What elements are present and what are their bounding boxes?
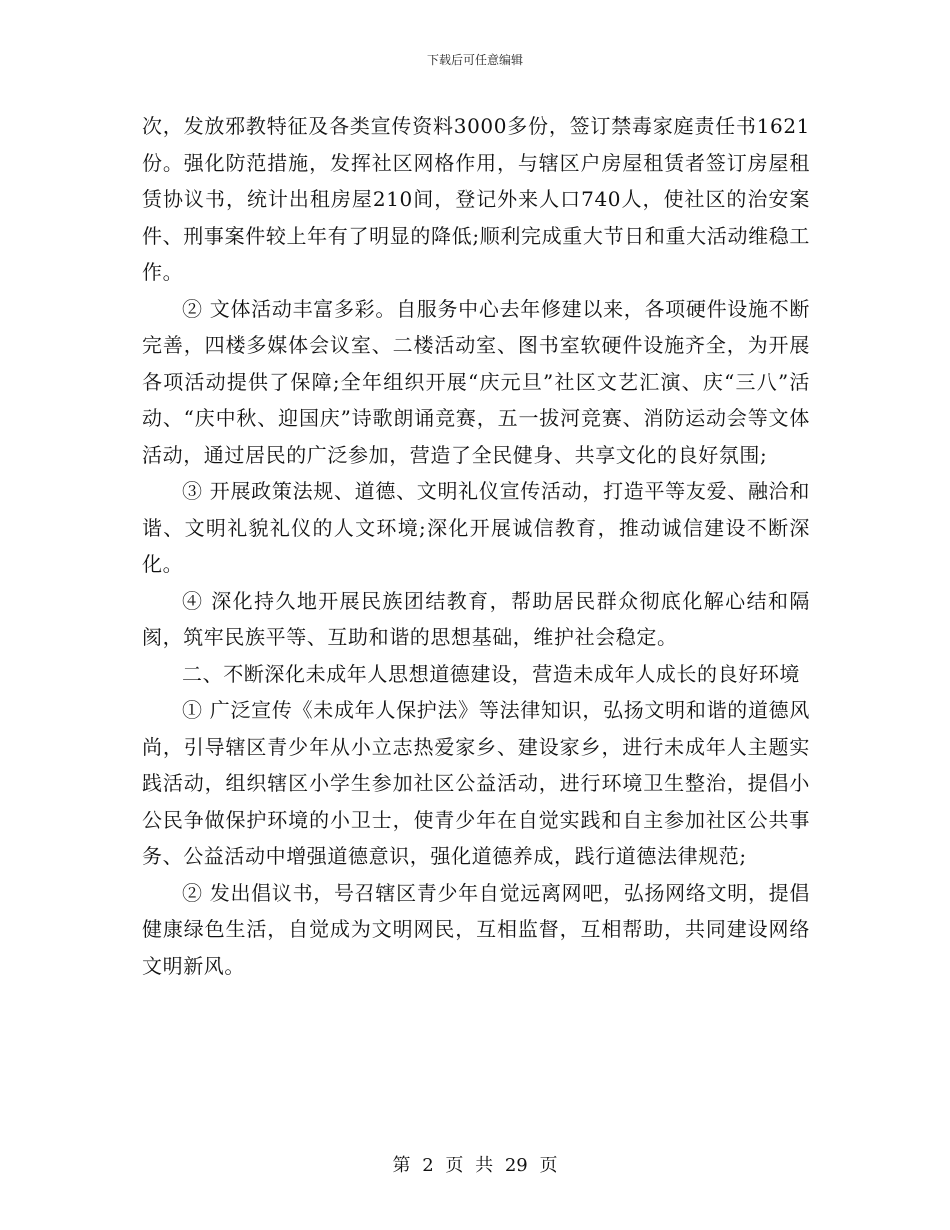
paragraph-2: ② 文体活动丰富多彩。自服务中心去年修建以来，各项硬件设施不断完善，四楼多媒体会议室、二楼活动室、图书室软硬件设施齐全，为开展各项活动提供了保障;全年组织开展“庆元旦”社区文艺汇演、庆“三八”活动、“庆中秋、迎国庆”诗歌朗诵竞赛，五一拔河竞赛、消防运动会等文体活动，通过居民的广泛参加，营造了全民健身、共享文化的良好氛围; [142,296,810,467]
paragraph-3: ③ 开展政策法规、道德、文明礼仪宣传活动，打造平等友爱、融洽和谐、文明礼貌礼仪的人文环境;深化开展诚信教育，推动诚信建设不断深化。 [142,479,810,576]
paragraph-1: 次，发放邪教特征及各类宣传资料3000多份，签订禁毒家庭责任书1621份。强化防范措施，发挥社区网格作用，与辖区户房屋租赁者签订房屋租赁协议书，统计出租房屋210间，登记外来人口740人，使社区的治安案件、刑事案件较上年有了明显的降低;顺利完成重大节日和重大活动维稳工作。 [142,114,810,284]
page-number: 第 2 页 共 29 页 [392,1155,558,1176]
page-header-note: 下载后可任意编辑 [426,53,523,67]
paragraph-6: ② 发出倡议书，号召辖区青少年自觉远离网吧，弘扬网络文明，提倡健康绿色生活，自觉成为文明网民，互相监督，互相帮助，共同建设网络文明新风。 [142,880,810,978]
section-heading: 二、不断深化未成年人思想道德建设，营造未成年人成长的良好环境 [182,661,800,686]
paragraph-4: ④ 深化持久地开展民族团结教育，帮助居民群众彻底化解心结和隔阂，筑牢民族平等、互助和谐的思想基础，维护社会稳定。 [142,588,810,649]
document-body [142,108,810,984]
paragraph-5: ① 广泛宣传《未成年人保护法》等法律知识，弘扬文明和谐的道德风尚，引导辖区青少年从小立志热爱家乡、建设家乡，进行未成年人主题实践活动，组织辖区小学生参加社区公益活动，进行环境卫生整治，提倡小公民争做保护环境的小卫士，使青少年在自觉实践和自主参加社区公共事务、公益活动中增强道德意识，强化道德养成，践行道德法律规范; [142,698,810,868]
